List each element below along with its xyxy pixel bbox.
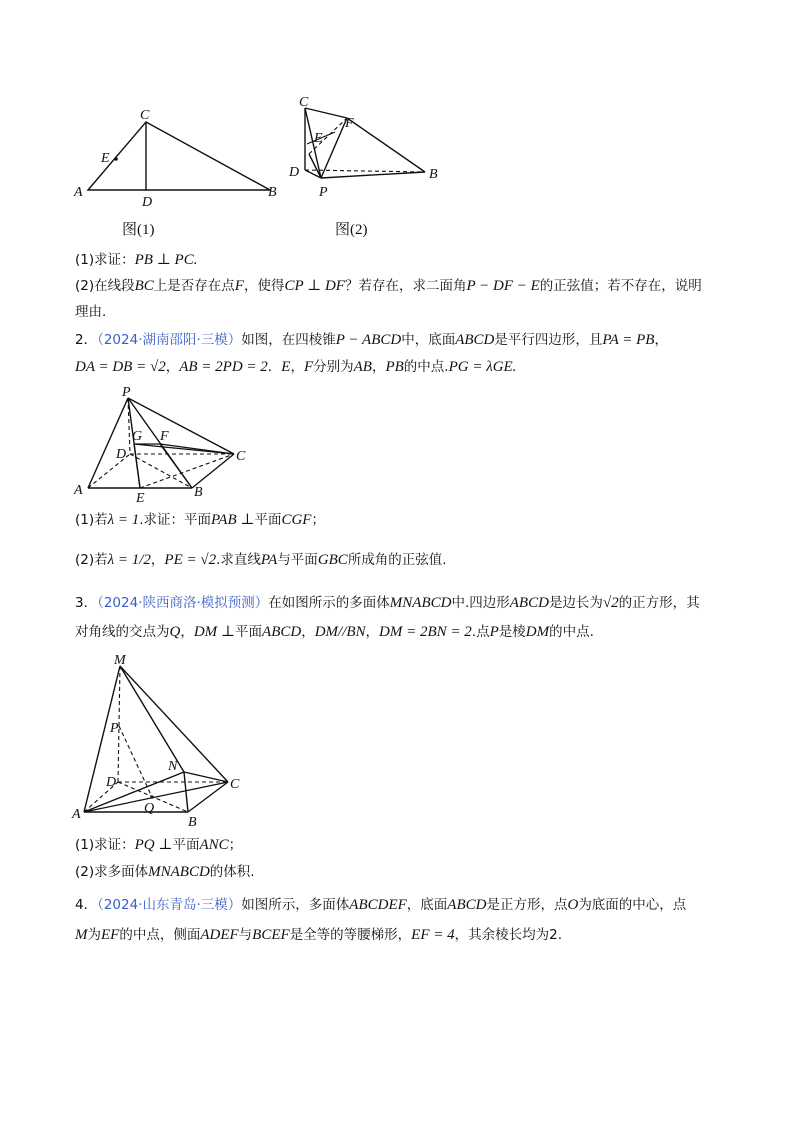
- problem2-number: 2．: [75, 332, 98, 348]
- fig1-label-c: C: [140, 110, 150, 123]
- fig3-label-f: F: [160, 429, 169, 444]
- fig2-label-p: P: [319, 185, 328, 200]
- fig1-label-a: A: [74, 185, 83, 200]
- problem4-source: （2024·山东青岛·三模）: [97, 897, 242, 913]
- figure-4: [68, 650, 248, 830]
- fig3-label-p: P: [122, 385, 131, 400]
- fig2-label-c: C: [299, 95, 309, 110]
- problem3-part1: (1)求证：PQ ⊥平面ANC；: [75, 837, 243, 853]
- fig3-label-e: E: [136, 491, 145, 506]
- problem1-part1: (1)求证：PB ⊥ PC.: [75, 252, 198, 268]
- fig4-label-n: N: [168, 759, 178, 774]
- fig4-label-c: C: [230, 777, 240, 792]
- problem4-line1: 4．（2024·山东青岛·三模）如图所示，多面体ABCDEF，底面ABCD是正方形，点O为底面的中心，点: [75, 897, 687, 913]
- fig1-label-b: B: [268, 185, 277, 200]
- figure-1-caption: 图(1): [122, 222, 155, 238]
- fig3-label-a: A: [74, 483, 83, 498]
- problem2-part1: (1)若λ = 1.求证：平面PAB ⊥平面CGF；: [75, 512, 325, 528]
- problem3-source: （2024·陕西商洛·模拟预测）: [97, 595, 269, 611]
- fig4-label-m: M: [114, 653, 126, 668]
- fig4-label-d: D: [106, 775, 117, 790]
- problem2-line2: DA = DB = √2，AB = 2PD = 2．E，F分别为AB，PB的中点.PG = λGE.: [75, 359, 517, 375]
- problem1-part2-line2: 理由.: [75, 304, 107, 320]
- fig4-label-a: A: [72, 807, 81, 822]
- problem3-number: 3．: [75, 595, 98, 611]
- fig1-label-d: D: [142, 195, 153, 210]
- figure-2: [285, 92, 455, 222]
- problem4-line2: M为EF的中点，侧面ADEF与BCEF是全等的等腰梯形，EF = 4，其余棱长均为2.: [75, 927, 562, 943]
- problem1-part2-line1: (2)在线段BC上是否存在点F，使得CP ⊥ DF？若存在，求二面角P − DF − E的正弦值；若不存在，说明: [75, 278, 702, 294]
- fig3-label-b: B: [194, 485, 203, 500]
- fig4-label-q: Q: [144, 801, 155, 816]
- fig1-label-e: E: [101, 151, 110, 166]
- figure-2-caption: 图(2): [335, 222, 368, 238]
- problem4-number: 4．: [75, 897, 98, 913]
- fig4-label-p: P: [110, 721, 119, 736]
- problem3-line2: 对角线的交点为Q，DM ⊥平面ABCD，DM//BN，DM = 2BN = 2.点P是棱DM的中点.: [75, 624, 594, 640]
- problem2-line1: 2．（2024·湖南邵阳·三模）如图，在四棱锥P − ABCD中，底面ABCD是平行四边形，且PA = PB，: [75, 332, 668, 348]
- fig4-label-b: B: [188, 815, 197, 830]
- problem3-line1: 3．（2024·陕西商洛·模拟预测）在如图所示的多面体MNABCD中.四边形ABCD是边长为√2的正方形，其: [75, 595, 700, 611]
- problem3-part2: (2)求多面体MNABCD的体积.: [75, 864, 255, 880]
- problem2-source: （2024·湖南邵阳·三模）: [97, 332, 242, 348]
- figure-3: [68, 384, 268, 506]
- fig3-label-c: C: [236, 449, 246, 464]
- figure-1: [70, 110, 290, 240]
- problem2-part2: (2)若λ = 1/2，PE = √2.求直线PA与平面GBC所成角的正弦值.: [75, 552, 447, 568]
- fig3-label-d: D: [116, 447, 127, 462]
- fig2-label-b: B: [429, 167, 438, 182]
- fig2-label-f: F: [345, 116, 354, 131]
- fig2-label-e: E: [314, 131, 323, 146]
- fig3-label-g: G: [132, 429, 143, 444]
- fig2-label-d: D: [289, 165, 300, 180]
